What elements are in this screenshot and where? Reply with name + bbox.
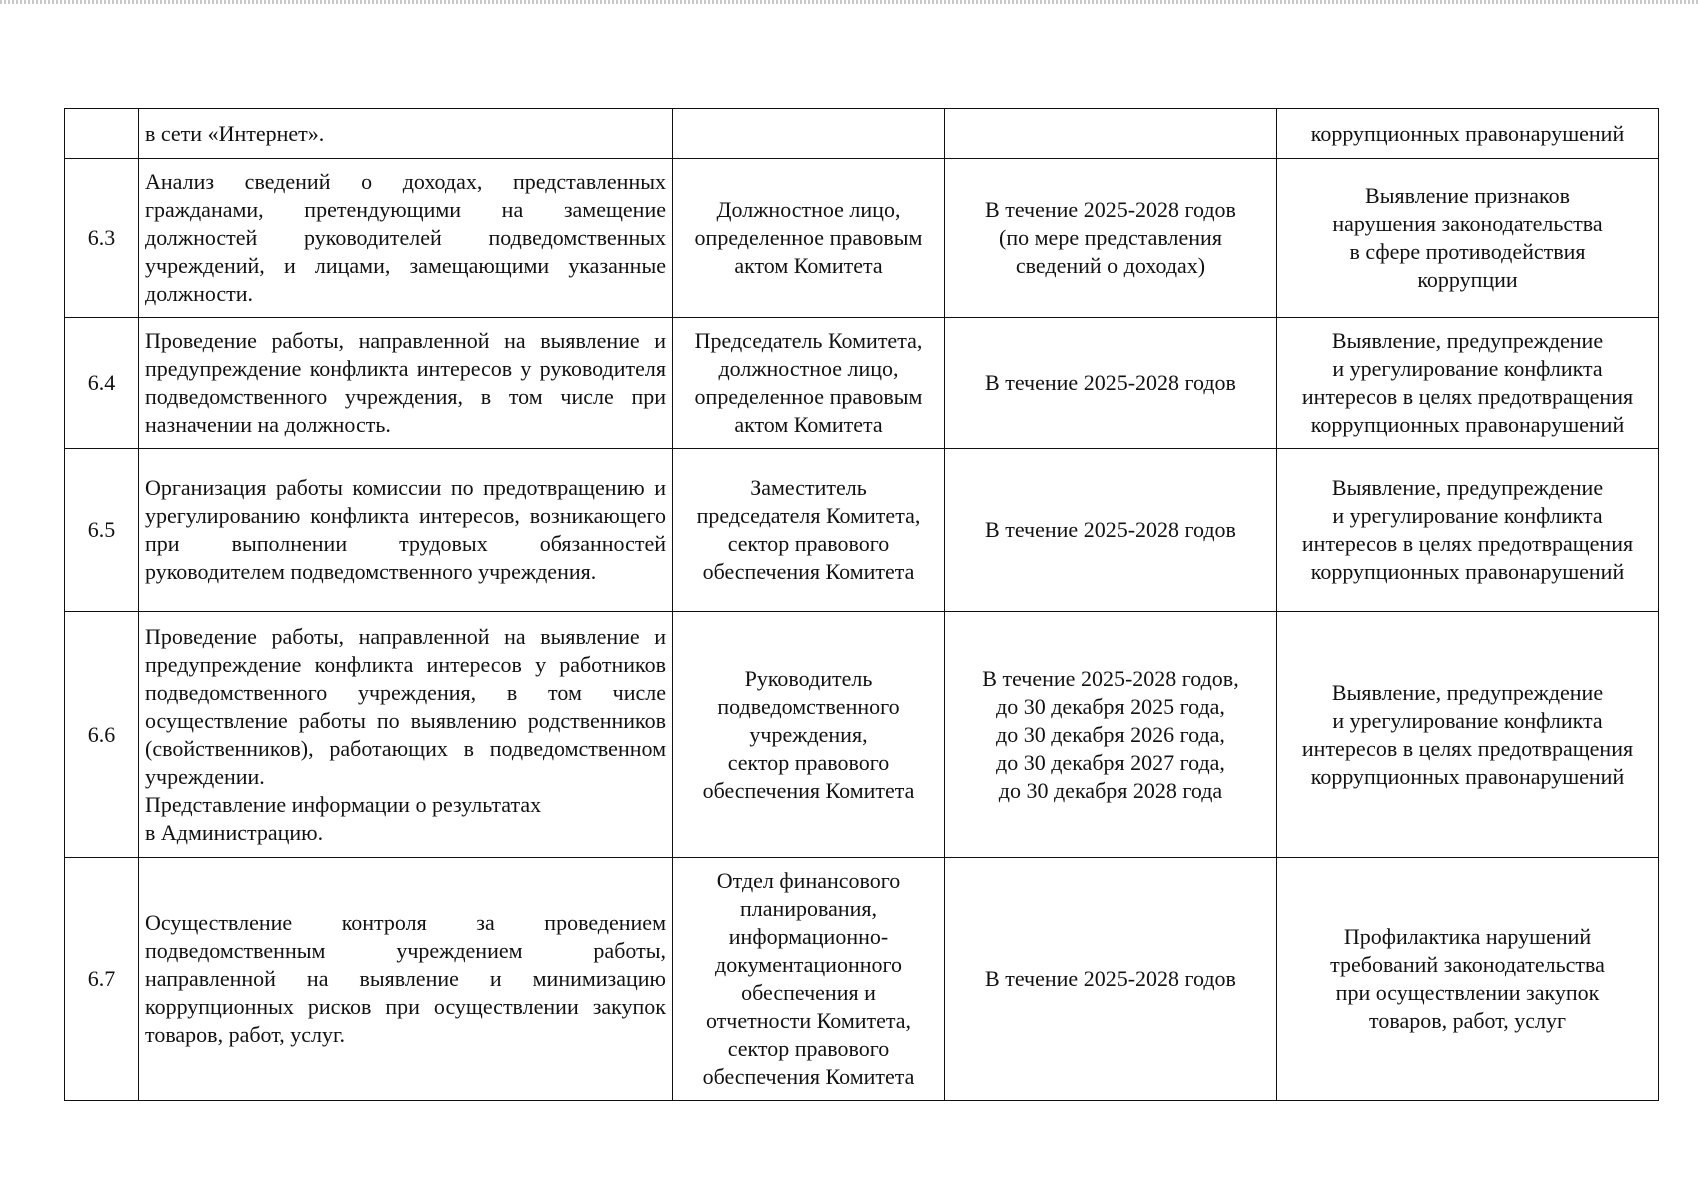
table-row: [65, 109, 1659, 159]
result-cell: коррупционных правонарушений: [1277, 109, 1659, 159]
table-row: [65, 858, 1659, 1101]
row-number: 6.4: [65, 318, 139, 449]
anticorruption-plan-table: [64, 108, 1659, 1101]
term-cell: В течение 2025-2028 годов: [945, 858, 1277, 1101]
term-cell: В течение 2025-2028 годов, до 30 декабря 2025 года, до 30 декабря 2026 года, до 30 декабря 2027 года, до 30 декабря 2028 года: [945, 612, 1277, 858]
responsible-cell: Заместитель председателя Комитета, сектор правового обеспечения Комитета: [673, 449, 945, 612]
scan-top-edge: [0, 0, 1698, 4]
result-cell: Профилактика нарушений требований законодательства при осуществлении закупок товаров, работ, услуг: [1277, 858, 1659, 1101]
activity-cell: Проведение работы, направленной на выявление и предупреждение конфликта интересов у руководителя подведомственного учреждения, в том числе при назначении на должность.: [139, 318, 673, 449]
result-cell: Выявление, предупреждение и урегулирование конфликта интересов в целях предотвращения коррупционных правонарушений: [1277, 612, 1659, 858]
row-number: 6.7: [65, 858, 139, 1101]
responsible-cell: [673, 109, 945, 159]
activity-text: Проведение работы, направленной на выявление и предупреждение конфликта интересов у работников подведомственного учреждения, в том числе осуществление работы по выявлению родственников (свойственников), работающих в подведомственном учреждении.: [145, 623, 666, 789]
table-row: [65, 318, 1659, 449]
responsible-cell: Должностное лицо, определенное правовым актом Комитета: [673, 159, 945, 318]
activity-note: Представление информации о результатах в Администрацию.: [145, 791, 542, 845]
table-row: [65, 159, 1659, 318]
activity-cell: Анализ сведений о доходах, представленных гражданами, претендующими на замещение должностей руководителей подведомственных учреждений, и лицами, замещающими указанные должности.: [139, 159, 673, 318]
responsible-cell: Отдел финансового планирования, информационно- документационного обеспечения и отчетности Комитета, сектор правового обеспечения Комитета: [673, 858, 945, 1101]
result-cell: Выявление признаков нарушения законодательства в сфере противодействия коррупции: [1277, 159, 1659, 318]
activity-cell: Осуществление контроля за проведением подведомственным учреждением работы, направленной на выявление и минимизацию коррупционных рисков при осуществлении закупок товаров, работ, услуг.: [139, 858, 673, 1101]
term-cell: В течение 2025-2028 годов: [945, 449, 1277, 612]
term-cell: В течение 2025-2028 годов: [945, 318, 1277, 449]
row-number: 6.5: [65, 449, 139, 612]
row-number: 6.3: [65, 159, 139, 318]
table-row: [65, 449, 1659, 612]
responsible-cell: Руководитель подведомственного учреждения, сектор правового обеспечения Комитета: [673, 612, 945, 858]
activity-cell: в сети «Интернет».: [139, 109, 673, 159]
activity-cell: Организация работы комиссии по предотвращению и урегулированию конфликта интересов, возникающего при выполнении трудовых обязанностей руководителем подведомственного учреждения.: [139, 449, 673, 612]
term-cell: В течение 2025-2028 годов (по мере представления сведений о доходах): [945, 159, 1277, 318]
row-number: [65, 109, 139, 159]
activity-cell: [139, 612, 673, 858]
term-cell: [945, 109, 1277, 159]
table-row: [65, 612, 1659, 858]
row-number: 6.6: [65, 612, 139, 858]
result-cell: Выявление, предупреждение и урегулирование конфликта интересов в целях предотвращения коррупционных правонарушений: [1277, 318, 1659, 449]
result-cell: Выявление, предупреждение и урегулирование конфликта интересов в целях предотвращения коррупционных правонарушений: [1277, 449, 1659, 612]
responsible-cell: Председатель Комитета, должностное лицо, определенное правовым актом Комитета: [673, 318, 945, 449]
